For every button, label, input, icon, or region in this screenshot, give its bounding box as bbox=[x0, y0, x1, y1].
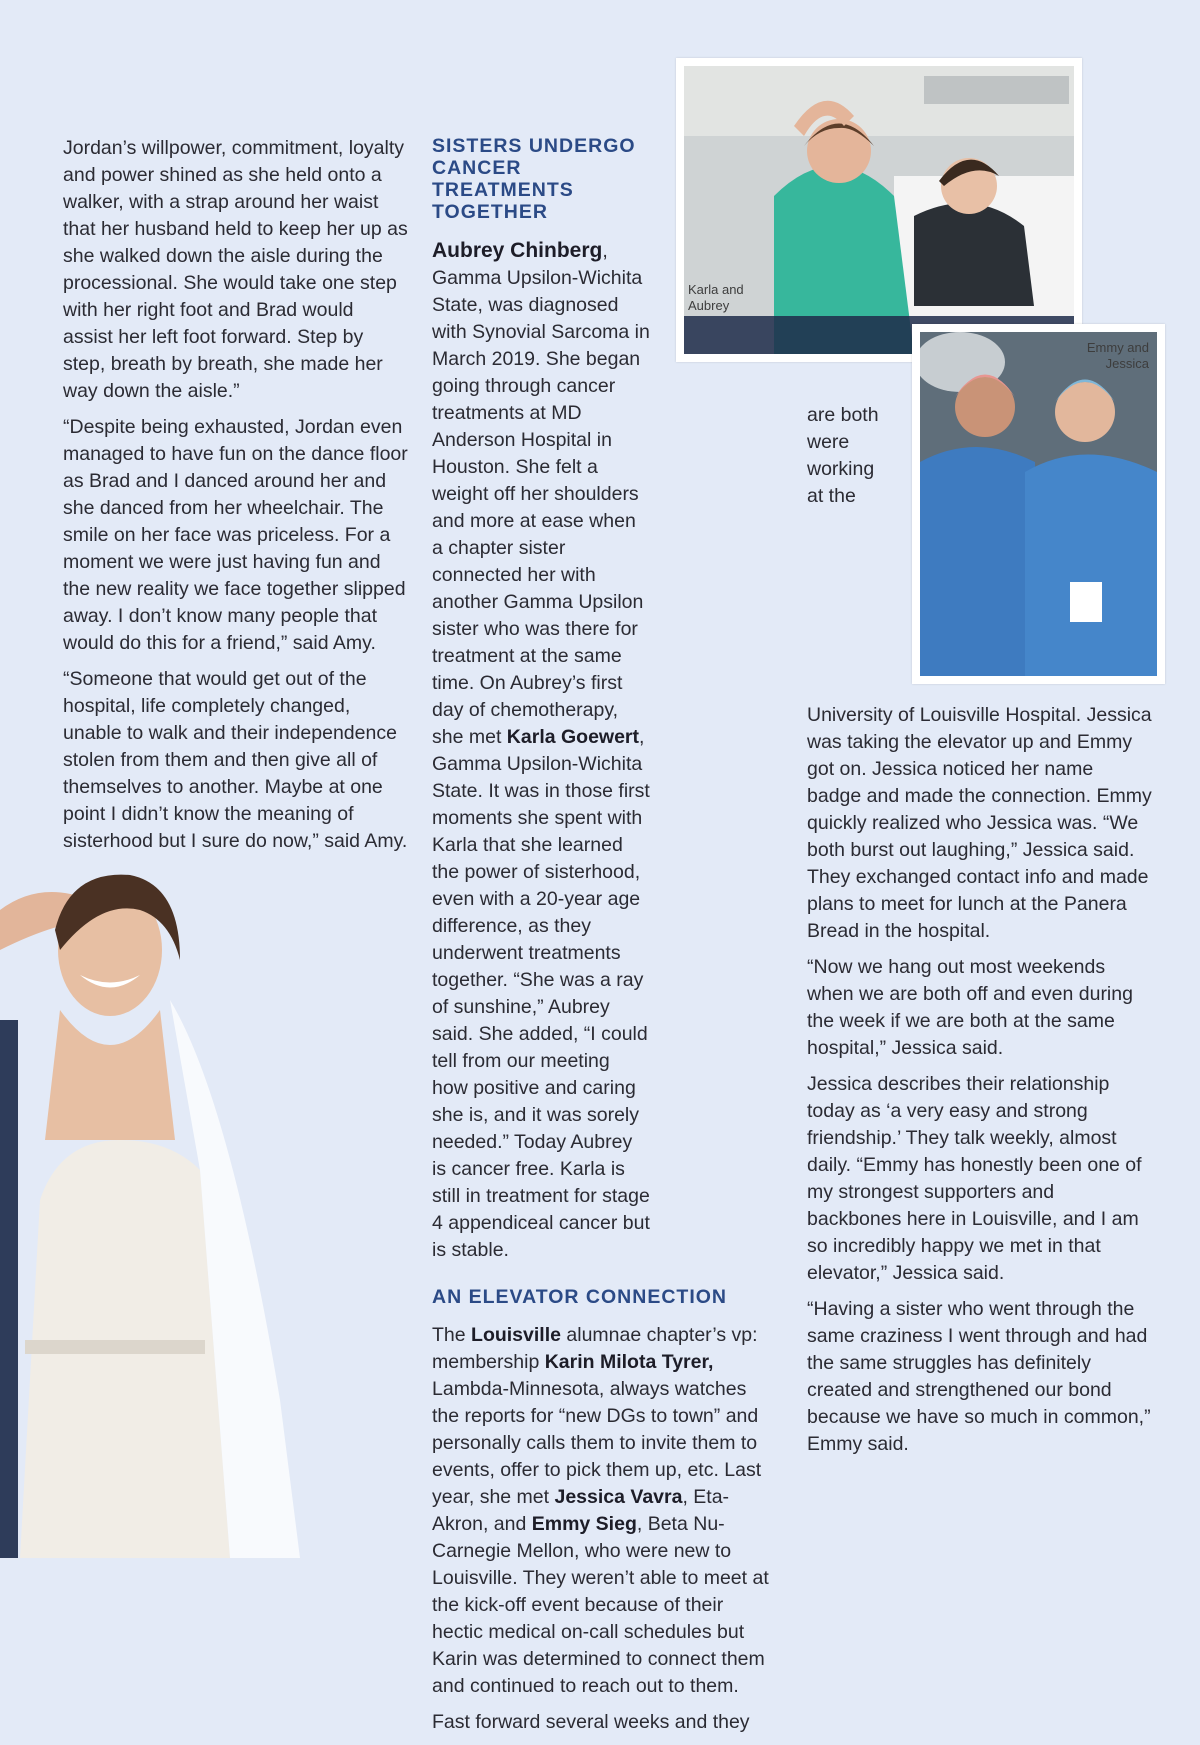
paragraph-text: are both were working at the University of Louisville Hospital. Jessica was taking the elevator up and Emmy got on. Jessica noticed her name badge and made the connection. Emmy quickly realized who Jessica was. “We both burst out laughing,” Jessica said. They exchanged contact info and made plans to meet for lunch at the Panera Bread in the hospital. bbox=[807, 404, 1152, 942]
photo-karla-aubrey bbox=[676, 58, 1082, 362]
paragraph-text: , Eta-Akron, and bbox=[432, 1486, 730, 1535]
paragraph: Fast forward several weeks and they bbox=[432, 1711, 750, 1733]
paragraph-text: Lambda-Minnesota, always watches the reports for “new DGs to town” and personally calls them to invite them to events, offer to pick them up, etc. Last year, she met bbox=[432, 1378, 762, 1508]
paragraph bbox=[63, 666, 408, 855]
paragraph: Jordan’s willpower, commitment, loyalty and power shined as she held onto a walker, with a strap around her waist that her husband held to keep her up as she walked down the aisle during the processional. She would take one step with her right foot and Brad would assist her left foot forward. Step by step, breath by breath, she made her way down the aisle.” bbox=[63, 137, 408, 402]
photo-emmy-jessica bbox=[912, 324, 1165, 684]
lead-name: Aubrey Chinberg bbox=[432, 239, 603, 262]
paragraph: “Despite being exhausted, Jordan even managed to have fun on the dance floor as Brad and I danced around her and she danced from her wheelchair. The smile on her face was priceless. For a moment we were just having fun and the new reality we face together slipped away. I don’t know many people that would do this for a friend,” said Amy. bbox=[63, 416, 408, 654]
paragraph-wrap bbox=[63, 666, 408, 855]
paragraph bbox=[432, 1322, 777, 1700]
name-bold: Louisville bbox=[471, 1324, 561, 1346]
name-bold: Jessica Vavra bbox=[554, 1486, 683, 1508]
name-bold: Karla Goewert bbox=[506, 726, 640, 748]
column-left bbox=[63, 135, 408, 855]
paragraph: “Now we hang out most weekends when we are both off and even during the week if we are both at the same hospital,” Jessica said. bbox=[807, 956, 1133, 1059]
hospital-photo-2 bbox=[920, 332, 1157, 676]
column-middle bbox=[432, 135, 777, 1745]
photo-caption: Emmy and Jessica bbox=[1086, 340, 1149, 371]
paragraph-text: , Beta Nu-Carnegie Mellon, who were new to Louisville. They weren’t able to meet at the kick-off event because of their hectic medical on-call schedules but Karin was determined to connect them and continued to reach out to them. bbox=[432, 1513, 769, 1697]
section-heading: SISTERS UNDERGO CANCER TREATMENTS TOGETHER bbox=[432, 135, 636, 223]
bride-photo bbox=[0, 840, 300, 1558]
paragraph-text: alumnae chapter’s vp: membership bbox=[432, 1324, 758, 1373]
paragraph bbox=[432, 237, 650, 1264]
name-bold: Karin Milota Tyrer, bbox=[544, 1351, 714, 1373]
paragraph-text: “Someone that would get out of the hospital, life completely changed, unable to walk and their independence stolen from them and then give all of themselves to another. Maybe at one point I didn’t know the meaning of sisterhood but I sure do now,” said Amy. bbox=[63, 668, 408, 852]
paragraph-text: , Gamma Upsilon-Wichita State, was diagnosed with Synovial Sarcoma in March 2019. She began going through cancer treatments at MD Anderson Hospital in Houston. She felt a weight off her shoulders and more at ease when a chapter sister connected her with another Gamma Upsilon sister who was there for treatment at the same time. On Aubrey’s first day of chemotherapy, she met bbox=[432, 240, 650, 748]
section-heading: AN ELEVATOR CONNECTION bbox=[432, 1286, 728, 1308]
photo-caption: Karla and Aubrey bbox=[688, 282, 744, 313]
paragraph-text: The bbox=[432, 1324, 472, 1346]
paragraph: “Having a sister who went through the same craziness I went through and had the same struggles has definitely created and strengthened our bond because we have so much in common,” Emmy said. bbox=[807, 1298, 1151, 1455]
paragraph-text: , Gamma Upsilon-Wichita State. It was in those first moments she spent with Karla that she learned the power of sisterhood, even with a 20-year age difference, as they underwent treatments together. “She was a ray of sunshine,” Aubrey said. She added, “I could tell from our meeting how positive and caring she is, and it was sorely needed.” Today Aubrey is cancer free. Karla is still in treatment for stage 4 appendiceal cancer but is stable. bbox=[432, 726, 650, 1261]
paragraph: Jessica describes their relationship today as ‘a very easy and strong friendship.’ They talk weekly, almost daily. “Emmy has honestly been one of my strongest supporters and backbones here in Louisville, and I am so incredibly happy we met in that elevator,” Jessica said. bbox=[807, 1073, 1142, 1284]
name-bold: Emmy Sieg bbox=[531, 1513, 637, 1535]
